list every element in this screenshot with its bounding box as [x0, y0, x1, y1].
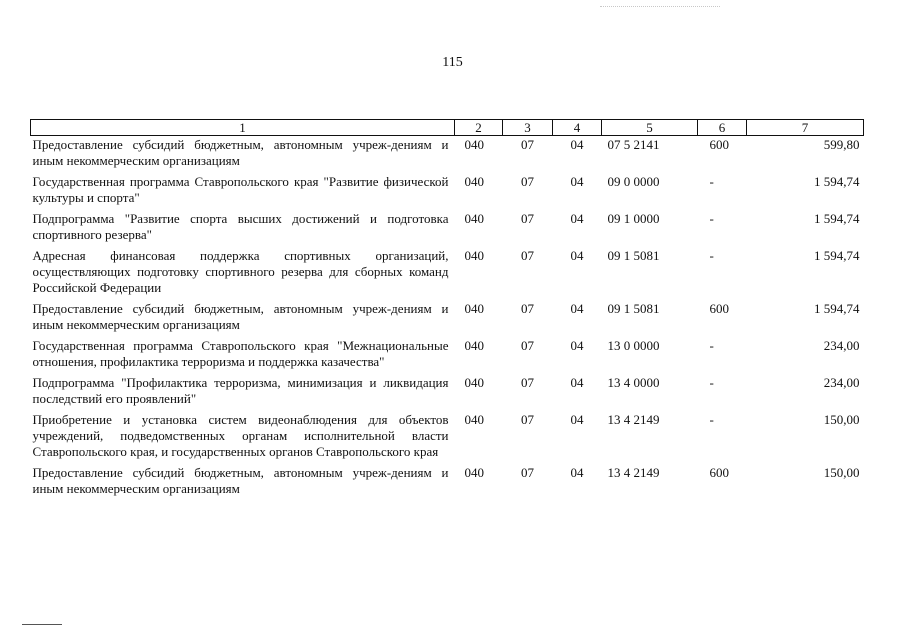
row-code-col-2: 040 — [464, 211, 484, 226]
table-row — [31, 337, 864, 374]
row-code-col-4: 04 — [570, 465, 584, 480]
scan-artifact-bottom — [22, 624, 62, 625]
row-code-col-3: 07 — [521, 248, 534, 263]
row-name: Государственная программа Ставропольского края "Развитие физической культуры и спорта" — [32, 174, 449, 205]
row-code-col-4: 04 — [570, 375, 584, 390]
row-code-col-3: 07 — [521, 412, 534, 427]
row-code-col-2: 040 — [464, 465, 484, 480]
row-name: Подпрограмма "Профилактика терроризма, минимизация и ликвидация последствий его проявлений" — [32, 375, 449, 406]
row-code-col-5: 13 4 0000 — [607, 375, 660, 390]
row-code-col-6: - — [709, 211, 714, 226]
row-code-col-2: 040 — [464, 412, 484, 427]
row-code-col-4: 04 — [570, 174, 584, 189]
row-amount: 1 594,74 — [814, 211, 860, 226]
header-row — [31, 120, 864, 136]
table-row — [31, 247, 864, 300]
row-code-col-6: - — [709, 375, 714, 390]
row-code-col-2: 040 — [464, 375, 484, 390]
row-code-col-6: 600 — [709, 137, 729, 152]
table-row — [31, 374, 864, 411]
row-code-col-4: 04 — [570, 248, 584, 263]
row-code-col-3: 07 — [521, 137, 534, 152]
row-code-col-4: 04 — [570, 412, 584, 427]
row-code-col-6: 600 — [709, 301, 729, 316]
row-amount: 234,00 — [823, 338, 860, 353]
row-name: Государственная программа Ставропольского края "Межнациональные отношения, профилактика терроризма и поддержка казачества" — [32, 338, 449, 369]
row-code-col-5: 09 0 0000 — [607, 174, 660, 189]
row-code-col-4: 04 — [570, 338, 584, 353]
row-code-col-2: 040 — [464, 301, 484, 316]
row-code-col-5: 13 4 2149 — [607, 465, 660, 480]
row-code-col-2: 040 — [464, 174, 484, 189]
table-row — [31, 300, 864, 337]
row-amount: 1 594,74 — [814, 248, 860, 263]
table-row — [31, 464, 864, 501]
row-code-col-5: 09 1 5081 — [607, 248, 660, 263]
row-amount: 1 594,74 — [814, 301, 860, 316]
row-code-col-6: 600 — [709, 465, 729, 480]
row-code-col-5: 09 1 5081 — [607, 301, 660, 316]
row-code-col-5: 09 1 0000 — [607, 211, 660, 226]
row-amount: 599,80 — [823, 137, 860, 152]
row-code-col-6: - — [709, 248, 714, 263]
row-name: Предоставление субсидий бюджетным, автономным учреж-дениям и иным некоммерческим организациям — [32, 301, 449, 332]
row-code-col-5: 07 5 2141 — [607, 137, 660, 152]
header-col-5: 5 — [602, 120, 698, 136]
row-amount: 150,00 — [823, 412, 860, 427]
row-code-col-2: 040 — [464, 338, 484, 353]
row-code-col-3: 07 — [521, 375, 534, 390]
table-row — [31, 210, 864, 247]
row-code-col-4: 04 — [570, 301, 584, 316]
row-code-col-6: - — [709, 174, 714, 189]
table-row — [31, 136, 864, 174]
row-amount: 1 594,74 — [814, 174, 860, 189]
row-name: Предоставление субсидий бюджетным, автономным учреж-дениям и иным некоммерческим организациям — [32, 465, 449, 496]
header-col-6: 6 — [698, 120, 747, 136]
header-col-3: 3 — [503, 120, 553, 136]
table-header — [31, 120, 864, 136]
row-code-col-3: 07 — [521, 465, 534, 480]
row-code-col-5: 13 4 2149 — [607, 412, 660, 427]
row-amount: 234,00 — [823, 375, 860, 390]
header-col-7: 7 — [747, 120, 864, 136]
budget-table — [30, 119, 864, 501]
row-code-col-4: 04 — [570, 137, 584, 152]
table-row — [31, 411, 864, 464]
row-name: Адресная финансовая поддержка спортивных организаций, осуществляющих подготовку спортивного резерва для сборных команд Российской Федерации — [32, 248, 449, 295]
row-code-col-3: 07 — [521, 211, 534, 226]
row-code-col-5: 13 0 0000 — [607, 338, 660, 353]
row-name: Приобретение и установка систем видеонаблюдения для объектов учреждений, подведомственных органам исполнительной власти Ставропольского края, и государственных органов Ставропольского края — [32, 412, 449, 459]
scan-artifact-top — [600, 6, 720, 8]
table-body — [31, 136, 864, 502]
row-code-col-6: - — [709, 338, 714, 353]
header-col-1: 1 — [31, 120, 455, 136]
row-code-col-3: 07 — [521, 174, 534, 189]
row-name: Подпрограмма "Развитие спорта высших достижений и подготовка спортивного резерва" — [32, 211, 449, 242]
row-code-col-3: 07 — [521, 338, 534, 353]
header-col-4: 4 — [553, 120, 602, 136]
table-row — [31, 173, 864, 210]
row-amount: 150,00 — [823, 465, 860, 480]
row-code-col-2: 040 — [464, 248, 484, 263]
row-name: Предоставление субсидий бюджетным, автономным учреж-дениям и иным некоммерческим организациям — [32, 137, 449, 168]
row-code-col-6: - — [709, 412, 714, 427]
row-code-col-3: 07 — [521, 301, 534, 316]
page-number: 115 — [442, 55, 463, 70]
row-code-col-2: 040 — [464, 137, 484, 152]
header-col-2: 2 — [455, 120, 503, 136]
row-code-col-4: 04 — [570, 211, 584, 226]
